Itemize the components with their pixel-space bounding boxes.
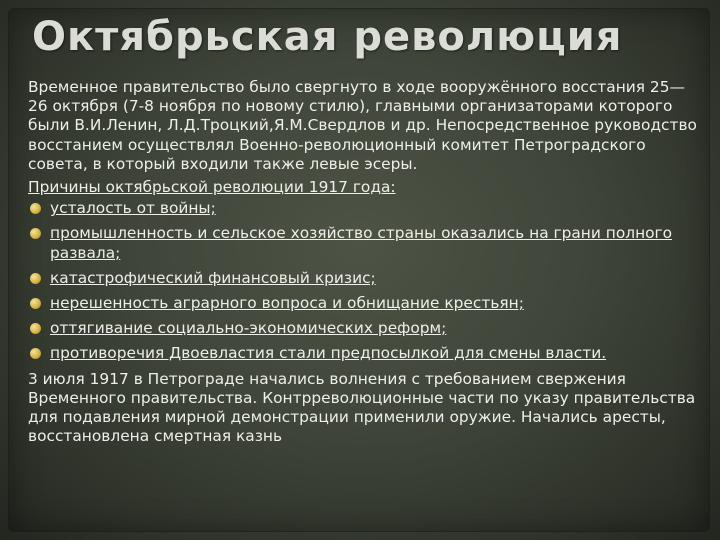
bullet-icon: [30, 228, 41, 239]
intro-paragraph: Временное правительство было свергнуто в ходе вооружённого восстания 25—26 октября (7-8 ноября по новому стилю), главными организаторами которого были В.И.Ленин, Л.Д.Троцкий,Я.М.Свердлов и др. Непосредственное руководство восстанием осуществлял Военно-революционный комитет Петроградского совета, в который входили также левые эсеры.: [28, 78, 697, 173]
list-item: [28, 344, 698, 363]
causes-heading: Причины октябрьской революции 1917 года:: [28, 178, 396, 197]
closing-paragraph: 3 июля 1917 в Петрограде начались волнения с требованием свержения Временного правительства. Контрреволюционные части по указу правительства для подавления мирной демонстрации применили оружие. Начались аресты, восстановлена смертная казнь: [28, 369, 696, 446]
list-item: [28, 269, 698, 288]
list-item: [28, 224, 698, 262]
list-item: [28, 319, 698, 338]
list-item: [28, 294, 698, 313]
list-item-text: противоречия Двоевластия стали предпосылкой для смены власти.: [50, 344, 607, 363]
list-item-text: нерешенность аграрного вопроса и обнищание крестьян;: [50, 294, 524, 313]
slide-content: [28, 78, 698, 446]
bullet-icon: [30, 348, 41, 359]
bullet-icon: [30, 298, 41, 309]
bullet-icon: [30, 323, 41, 334]
list-item-text: катастрофический финансовый кризис;: [50, 268, 376, 287]
list-item-text: усталость от войны;: [50, 199, 216, 218]
list-item-text: оттягивание социально-экономических реформ;: [50, 319, 447, 338]
list-item: [28, 199, 698, 218]
causes-list: [28, 199, 698, 363]
list-item-text: промышленность и сельское хозяйство страны оказались на грани полного развала;: [50, 224, 673, 262]
slide-title: Октябрьская революция: [32, 14, 623, 60]
bullet-icon: [30, 203, 41, 214]
bullet-icon: [30, 273, 41, 284]
